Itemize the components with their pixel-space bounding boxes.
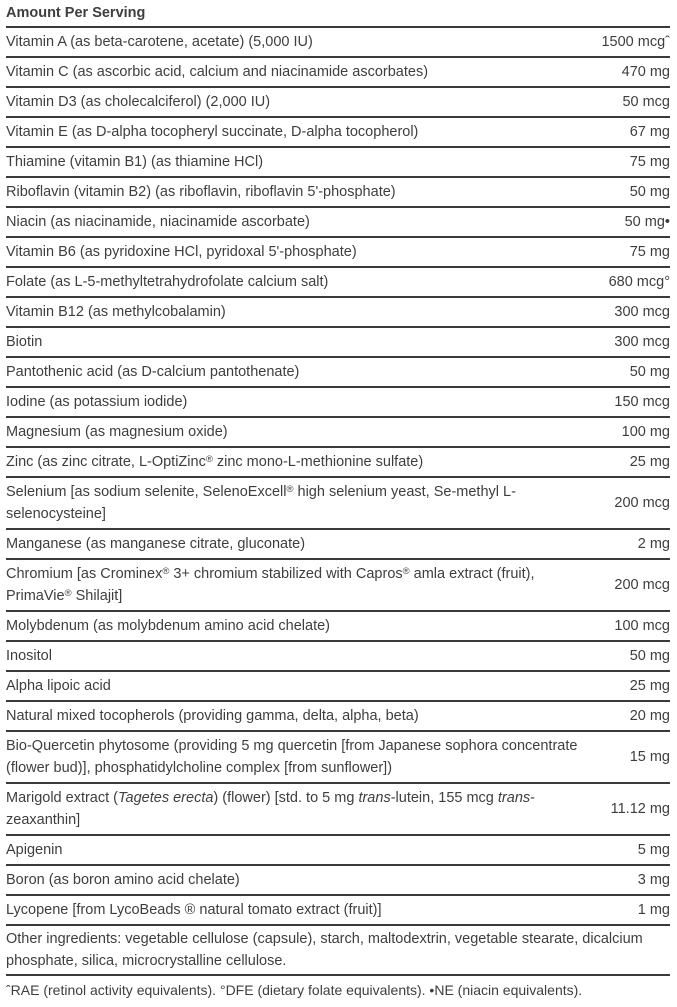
ingredient-name: Pantothenic acid (as D-calcium pantothenate) (6, 364, 300, 380)
ingredient-name: Chromium [as Crominex® 3+ chromium stabilized with Capros® amla extract (fruit), PrimaVie® Shilajit] (6, 565, 535, 604)
table-row (6, 418, 670, 448)
ingredient-name: Zinc (as zinc citrate, L-OptiZinc® zinc mono-L-methionine sulfate) (6, 453, 424, 470)
registered-trademark-symbol: ® (205, 453, 213, 465)
table-row (6, 328, 670, 358)
ingredient-name: Inositol (6, 648, 52, 664)
ingredient-amount: 67 mg (629, 124, 670, 140)
ingredient-amount: 470 mg (621, 64, 670, 80)
ingredient-name: Niacin (as niacinamide, niacinamide ascorbate) (6, 214, 310, 230)
ingredient-name: Magnesium (as magnesium oxide) (6, 424, 228, 440)
table-row (6, 530, 670, 560)
registered-trademark-symbol: ® (162, 565, 170, 577)
table-row (6, 238, 670, 268)
ingredient-name: Folate (as L-5-methyltetrahydrofolate calcium salt) (6, 274, 329, 290)
ingredient-amount: 200 mcg (614, 577, 670, 593)
ingredient-name: Iodine (as potassium iodide) (6, 394, 188, 410)
table-row (6, 560, 670, 612)
table-row (6, 28, 670, 58)
ingredient-amount: 100 mg (621, 424, 670, 440)
ingredient-amount: 300 mcg (614, 334, 670, 350)
registered-trademark-symbol: ® (286, 483, 294, 495)
ingredient-name: Lycopene [from LycoBeads ® natural tomato extract (fruit)] (6, 902, 382, 918)
ingredient-amount: 75 mg (629, 154, 670, 170)
ingredient-amount: 20 mg (629, 708, 670, 724)
ingredient-table (6, 28, 670, 926)
ingredient-amount: 11.12 mg (610, 801, 670, 817)
table-row (6, 88, 670, 118)
ingredient-amount: 680 mcg° (608, 274, 670, 290)
ingredient-amount: 25 mg (629, 678, 670, 694)
ingredient-amount: 50 mg• (624, 214, 670, 230)
ingredient-amount: 50 mg (629, 184, 670, 200)
ingredient-amount: 50 mcg (622, 94, 670, 110)
table-row (6, 732, 670, 784)
table-row (6, 58, 670, 88)
ingredient-name: Natural mixed tocopherols (providing gamma, delta, alpha, beta) (6, 708, 419, 724)
ingredient-amount: 50 mg (629, 364, 670, 380)
footnotes-text: ˆRAE (retinol activity equivalents). °DFE (dietary folate equivalents). •NE (niacin equivalents). (6, 982, 583, 998)
ingredient-name: Bio-Quercetin phytosome (providing 5 mg quercetin [from Japanese sophora concentrate (flower bud)], phosphatidylcholine complex [from sunflower]) (6, 738, 578, 776)
table-row (6, 118, 670, 148)
table-row (6, 836, 670, 866)
ingredient-amount: 1 mg (637, 902, 670, 918)
ingredient-name: Vitamin B6 (as pyridoxine HCl, pyridoxal 5'-phosphate) (6, 244, 357, 260)
table-row (6, 448, 670, 478)
registered-trademark-symbol: ® (64, 587, 72, 599)
ingredient-name: Selenium [as sodium selenite, SelenoExcell® high selenium yeast, Se-methyl L-selenocysteine] (6, 483, 516, 522)
ingredient-amount: 100 mcg (614, 618, 670, 634)
table-row (6, 642, 670, 672)
table-row (6, 612, 670, 642)
ingredient-name: Vitamin B12 (as methylcobalamin) (6, 304, 226, 320)
ingredient-name: Molybdenum (as molybdenum amino acid chelate) (6, 618, 330, 634)
ingredient-amount: 75 mg (629, 244, 670, 260)
ingredient-amount: 1500 mcgˆ (601, 34, 670, 50)
table-row (6, 672, 670, 702)
table-row (6, 148, 670, 178)
table-row (6, 784, 670, 836)
ingredient-amount: 3 mg (637, 872, 670, 888)
ingredient-amount: 15 mg (629, 749, 670, 765)
ingredient-amount: 150 mcg (614, 394, 670, 410)
ingredient-name: Biotin (6, 334, 43, 350)
ingredient-name: Marigold extract (Tagetes erecta) (flower) [std. to 5 mg trans-lutein, 155 mcg trans-zeaxanthin] (6, 790, 535, 828)
ingredient-name: Manganese (as manganese citrate, gluconate) (6, 536, 306, 552)
ingredient-name: Thiamine (vitamin B1) (as thiamine HCl) (6, 154, 264, 170)
ingredient-amount: 50 mg (629, 648, 670, 664)
table-row (6, 268, 670, 298)
table-row (6, 298, 670, 328)
table-row (6, 208, 670, 238)
ingredient-name: Vitamin D3 (as cholecalciferol) (2,000 IU) (6, 94, 271, 110)
ingredient-amount: 25 mg (629, 454, 670, 470)
ingredient-name: Vitamin C (as ascorbic acid, calcium and niacinamide ascorbates) (6, 64, 429, 80)
ingredient-name: Boron (as boron amino acid chelate) (6, 872, 240, 888)
table-row (6, 702, 670, 732)
ingredient-amount: 5 mg (637, 842, 670, 858)
ingredient-name: Alpha lipoic acid (6, 678, 111, 694)
table-row (6, 388, 670, 418)
table-row (6, 866, 670, 896)
registered-trademark-symbol: ® (402, 565, 410, 577)
ingredient-amount: 2 mg (637, 536, 670, 552)
amount-per-serving-header: Amount Per Serving (6, 0, 670, 28)
table-row (6, 358, 670, 388)
table-row (6, 896, 670, 926)
ingredient-amount: 300 mcg (614, 304, 670, 320)
other-ingredients-text: Other ingredients: vegetable cellulose (capsule), starch, maltodextrin, vegetable stearate, dicalcium phosphate, silica, microcrystalline cellulose. (6, 926, 670, 976)
table-row (6, 178, 670, 208)
ingredient-amount: 200 mcg (614, 495, 670, 511)
table-row (6, 478, 670, 530)
ingredient-name: Vitamin E (as D-alpha tocopheryl succinate, D-alpha tocopherol) (6, 124, 419, 140)
ingredient-name: Apigenin (6, 842, 63, 858)
ingredient-name: Vitamin A (as beta-carotene, acetate) (5,000 IU) (6, 34, 313, 50)
ingredient-name: Riboflavin (vitamin B2) (as riboflavin, riboflavin 5'-phosphate) (6, 184, 396, 200)
